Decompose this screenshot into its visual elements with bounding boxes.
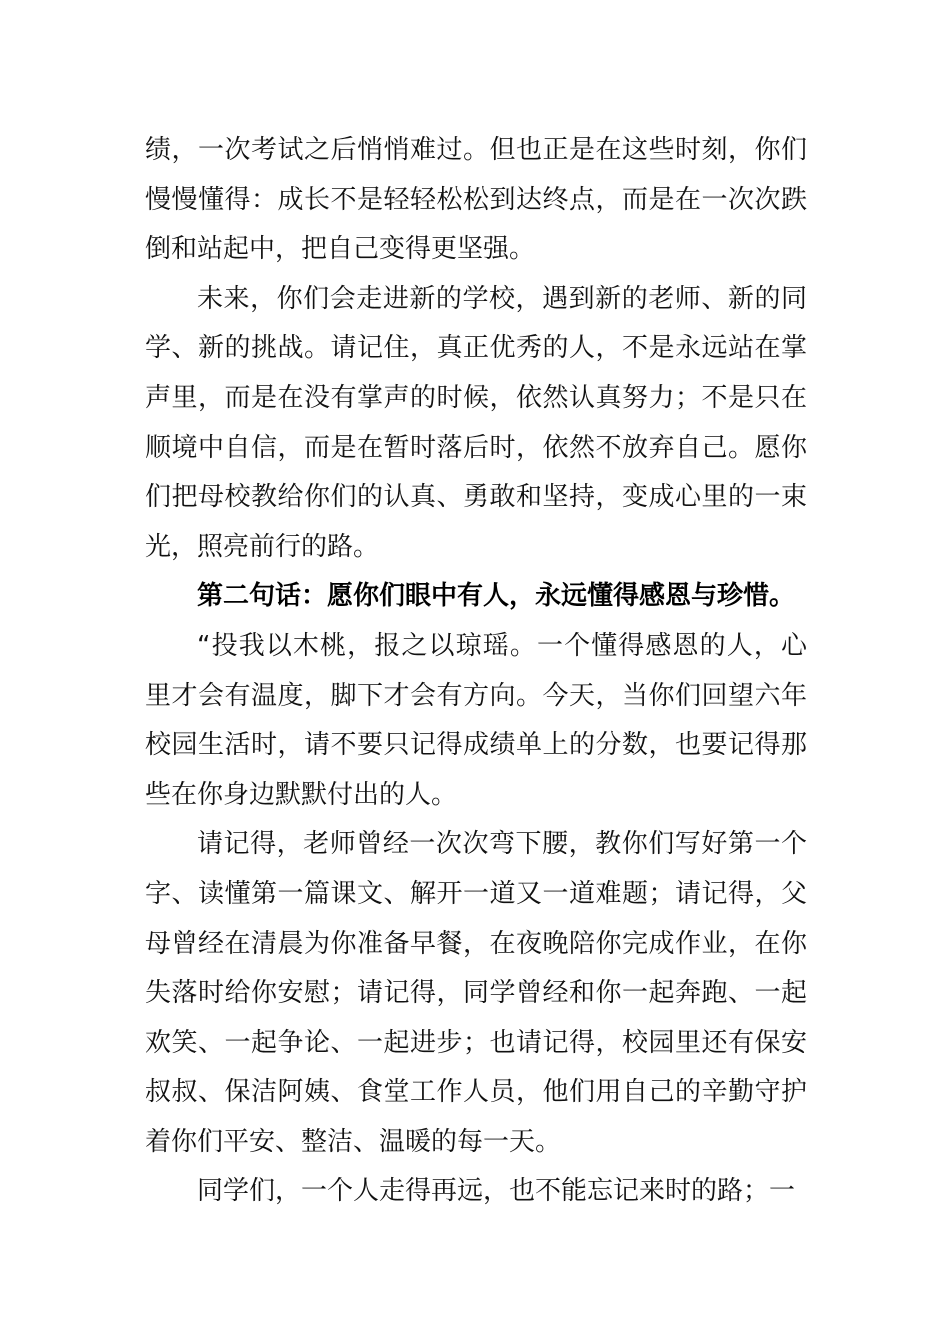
paragraph-classmates: 同学们，一个人走得再远，也不能忘记来时的路；一 <box>197 1176 796 1207</box>
section-heading-second: 第二句话：愿你们眼中有人，永远懂得感恩与珍惜。 <box>197 581 796 612</box>
paragraph-remember: 请记得，老师曾经一次次弯下腰，教你们写好第一个字、读懂第一篇课文、解开一道又一道难题；请记得，父母曾经在清晨为你准备早餐，在夜晚陪你完成作业，在你失落时给你安慰；请记得，同学曾经和你一起奔跑、一起欢笑、一起争论、一起进步；也请记得，校园里还有保安叔叔、保洁阿姨、食堂工作人员，他们用自己的辛勤守护着你们平安、整洁、温暖的每一天。 <box>145 829 807 1157</box>
paragraph-continuation: 绩，一次考试之后悄悄难过。但也正是在这些时刻，你们慢慢懂得：成长不是轻轻松松到达终点，而是在一次次跌倒和站起中，把自己变得更坚强。 <box>145 135 807 265</box>
paragraph-gratitude-quote: “投我以木桃，报之以琼瑶。一个懂得感恩的人，心里才会有温度，脚下才会有方向。今天，当你们回望六年校园生活时，请不要只记得成绩单上的分数，也要记得那些在你身边默默付出的人。 <box>145 630 807 810</box>
body-text <box>145 126 807 1217</box>
paragraph-future: 未来，你们会走进新的学校，遇到新的老师、新的同学、新的挑战。请记住，真正优秀的人，不是永远站在掌声里，而是在没有掌声的时候，依然认真努力；不是只在顺境中自信，而是在暂时落后时，依然不放弃自己。愿你们把母校教给你们的认真、勇敢和坚持，变成心里的一束光，照亮前行的路。 <box>145 283 807 562</box>
